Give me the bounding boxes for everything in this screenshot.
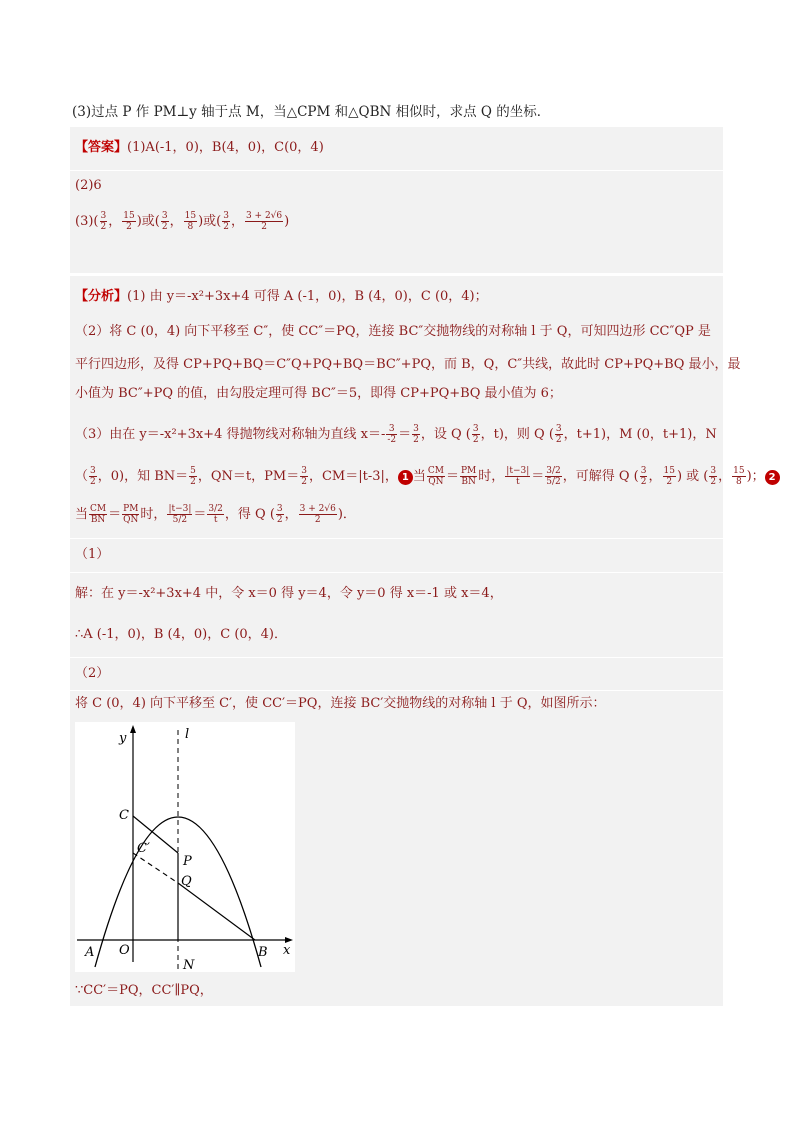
label-y: y xyxy=(119,731,127,746)
part1-label: （1） xyxy=(75,547,110,562)
circled-number-1: 1 xyxy=(398,470,413,485)
answer-block xyxy=(70,127,723,273)
label-l: l xyxy=(185,727,190,742)
answer-line-3: (3)( $\frac{3}{2}$ ， $\frac{15}{2}$ )或( $\frac{3}{2}$ ， $\frac{15}{8}$ )或( $\frac{3}{2}$ ， $\frac{3 + 2√6}{2}$ ) xyxy=(75,211,290,232)
part2-label: （2） xyxy=(75,666,110,681)
fraction: $\frac{15}{8}$ xyxy=(184,211,197,232)
part2-step-1: 将 C (0，4) 向下平移至 C′，使 CC′＝PQ，连接 BC′交抛物线的对称轴 l 于 Q，如图所示： xyxy=(75,696,606,711)
question-part-3: (3)过点 P 作 PM⊥y 轴于点 M，当△CPM 和△QBN 相似时，求点 Q 的坐标． xyxy=(72,104,551,120)
answer-3-text: (3)( xyxy=(75,214,99,229)
analysis-line-4: 小值为 BC″+PQ 的值，由勾股定理可得 BC″＝5，即得 CP+PQ+BQ 最小值为 6； xyxy=(75,386,562,401)
fraction: $\frac{3}{2}$ xyxy=(161,211,168,232)
segment-C2Q xyxy=(133,853,178,883)
answer-1: (1)A(-1，0)，B(4，0)，C(0，4) xyxy=(127,140,324,155)
part2-step-last: ∵CC′＝PQ，CC′∥PQ， xyxy=(75,983,213,998)
answer-2: (2)6 xyxy=(75,178,102,193)
answer-line-1 xyxy=(75,137,324,159)
analysis-line-6: （ $\frac{3}{2}$ ，0)，知 BN＝ $\frac{5}{2}$ ，QN＝t，PM＝ $\frac{3}{2}$ ，CM＝|t-3|， 1 当 $\frac{CM}{QN}$ ＝ $\frac{PM}{BN}$ 时， $\frac{|t-3|}{t}$ ＝ $\frac{3/2}{5/2}$ ，可解得 Q ( $\frac{3}{2}$ ， $\frac{15}{2}$ ) 或 ( $\frac{3}{2}$ ， $\frac{15}{8}$ )； 2 xyxy=(75,466,780,488)
label-C-prime: C′ xyxy=(137,841,150,856)
answer-tag: 【答案】 xyxy=(75,140,128,155)
part1-step-2: ∴A (-1，0)，B (4，0)，C (0，4)． xyxy=(75,627,288,642)
label-B: B xyxy=(258,945,268,960)
analysis-line-2: （2）将 C (0，4) 向下平移至 C″，使 CC″＝PQ，连接 BC″交抛物线的对称轴 l 于 Q，可知四边形 CC″QP 是 xyxy=(75,324,711,339)
analysis-block xyxy=(70,276,776,1006)
parabola-figure xyxy=(75,722,295,972)
analysis-tag: 【分析】 xyxy=(75,289,128,304)
analysis-line-1: 【分析】(1) 由 y＝-x²+3x+4 可得 A (-1，0)，B (4，0)，C (0，4)； xyxy=(75,289,488,304)
analysis-line-5: （3）由在 y＝-x²+3x+4 得抛物线对称轴为直线 x＝- $\frac{3}{-2}$ ＝ $\frac{3}{2}$ ，设 Q ( $\frac{3}{2}$ ，t)，则 Q ( $\frac{3}{2}$ ，t+1)，M (0，t+1)，N xyxy=(75,424,717,445)
label-O: O xyxy=(119,943,130,958)
label-Q: Q xyxy=(181,874,192,889)
label-C: C xyxy=(119,808,129,823)
label-x: x xyxy=(283,943,291,958)
fraction: $\frac{15}{2}$ xyxy=(123,211,135,232)
parabola-diagram xyxy=(75,722,295,972)
circled-number-2: 2 xyxy=(765,470,780,485)
fraction: $\frac{3 + 2√6}{2}$ xyxy=(245,211,283,232)
separator xyxy=(70,170,723,171)
fraction: $\frac{3}{2}$ xyxy=(100,211,107,232)
analysis-line-3: 平行四边形，及得 CP+PQ+BQ＝C″Q+PQ+BQ＝BC″+PQ，而 B，Q，C″共线，故此时 CP+PQ+BQ 最小，最 xyxy=(75,357,741,372)
part1-step-1: 解：在 y＝-x²+3x+4 中，令 x＝0 得 y＝4，令 y＝0 得 x＝-1 或 x＝4， xyxy=(75,586,503,601)
fraction: $\frac{3}{2}$ xyxy=(223,211,229,232)
analysis-line-7: 当 $\frac{CM}{BN}$ ＝ $\frac{PM}{QN}$ 时， $\frac{|t-3|}{5/2}$ ＝ $\frac{3/2}{t}$ ，得 Q ( $\frac{3}{2}$ ， $\frac{3 + 2√6}{2}$ )． xyxy=(75,504,356,525)
label-A: A xyxy=(85,945,95,960)
y-axis-arrow xyxy=(130,725,136,733)
label-N: N xyxy=(183,958,195,972)
label-P: P xyxy=(183,854,192,869)
